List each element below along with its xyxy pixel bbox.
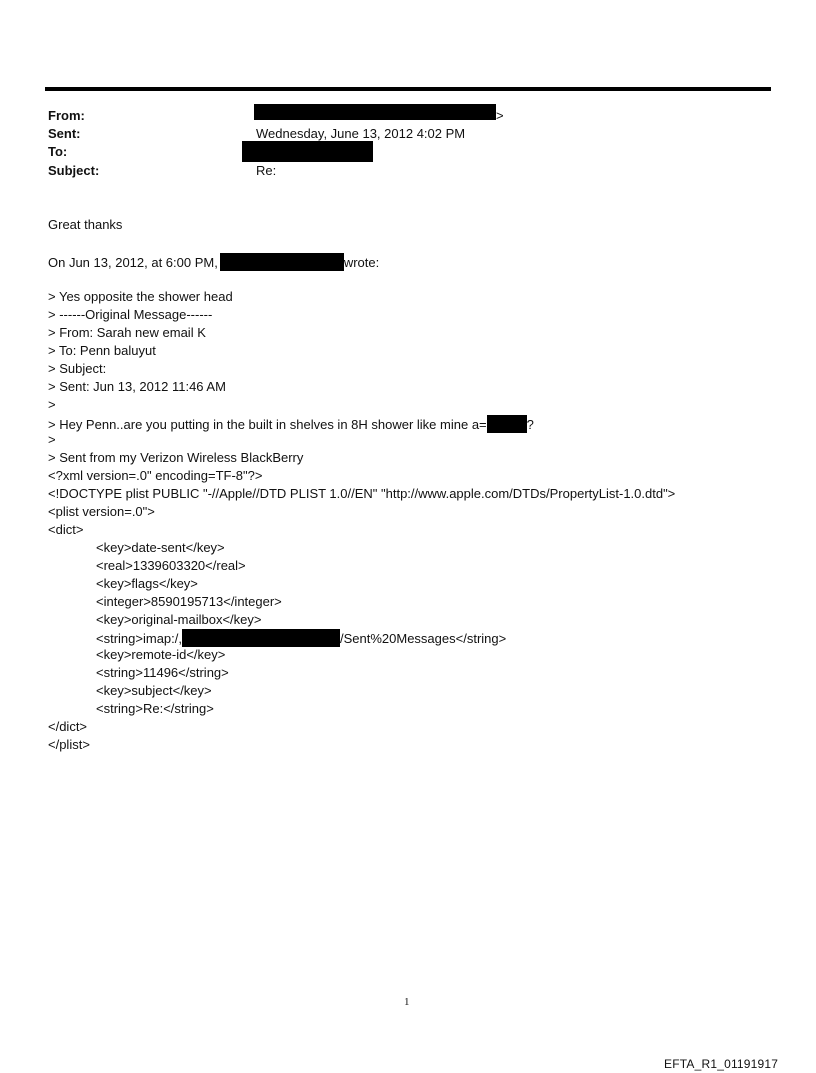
redaction-inline-question: [487, 415, 527, 433]
plist-line: <string>Re:</string>: [96, 701, 214, 716]
quoted-line: > From: Sarah new email K: [48, 325, 206, 340]
quoted-line: > Sent: Jun 13, 2012 11:46 AM: [48, 379, 226, 394]
imap-before: <string>imap:/,: [96, 631, 182, 646]
xml-line: <!DOCTYPE plist PUBLIC "-//Apple//DTD PLIST 1.0//EN" "http://www.apple.com/DTDs/PropertyList-1.0.dtd">: [48, 486, 676, 501]
xml-line: <?xml version=.0" encoding=TF-8"?>: [48, 468, 263, 483]
to-label: To:: [48, 144, 68, 159]
xml-line: <plist version=.0">: [48, 504, 155, 519]
document-id: EFTA_R1_01191917: [664, 1057, 779, 1071]
plist-line: <string>11496</string>: [96, 665, 229, 680]
subject-label: Subject:: [48, 163, 100, 178]
plist-line: <key>remote-id</key>: [96, 647, 226, 662]
attribution-before: On Jun 13, 2012, at 6:00 PM,: [48, 255, 218, 270]
redaction-imap: [182, 629, 340, 647]
plist-line: <key>flags</key>: [96, 576, 198, 591]
question-line: [48, 415, 534, 433]
attribution-line: [48, 253, 379, 271]
xml-closing-line: </plist>: [48, 737, 90, 752]
xml-line: <dict>: [48, 522, 84, 537]
quoted-line: >: [48, 397, 56, 412]
sent-label: Sent:: [48, 126, 81, 141]
redaction-from: [254, 104, 496, 120]
subject-value: Re:: [256, 163, 277, 178]
quoted-line: > Yes opposite the shower head: [48, 289, 233, 304]
quoted-line: > Sent from my Verizon Wireless BlackBerry: [48, 450, 304, 465]
from-tail: >: [496, 108, 504, 123]
xml-closing-line: </dict>: [48, 719, 88, 734]
sent-value: Wednesday, June 13, 2012 4:02 PM: [256, 126, 466, 141]
quoted-line: > ------Original Message------: [48, 307, 213, 322]
quoted-line: > Subject:: [48, 361, 107, 376]
question-before: > Hey Penn..are you putting in the built in shelves in 8H shower like mine a=: [48, 417, 487, 432]
imap-line: [96, 629, 506, 647]
greeting-line: Great thanks: [48, 217, 123, 232]
from-label: From:: [48, 108, 85, 123]
plist-line: <real>1339603320</real>: [96, 558, 246, 573]
imap-after: /Sent%20Messages</string>: [340, 631, 507, 646]
plist-line: <key>subject</key>: [96, 683, 212, 698]
header-rule: [45, 87, 771, 91]
attribution-after: wrote:: [343, 255, 380, 270]
quoted-line: > To: Penn baluyut: [48, 343, 156, 358]
page-number: 1: [404, 996, 410, 1008]
plist-line: <key>date-sent</key>: [96, 540, 225, 555]
redaction-sender: [220, 253, 344, 271]
quoted-line: >: [48, 432, 56, 447]
plist-line: <integer>8590195713</integer>: [96, 594, 282, 609]
redaction-to: [242, 141, 373, 162]
plist-line: <key>original-mailbox</key>: [96, 612, 262, 627]
question-after: ?: [526, 417, 534, 432]
